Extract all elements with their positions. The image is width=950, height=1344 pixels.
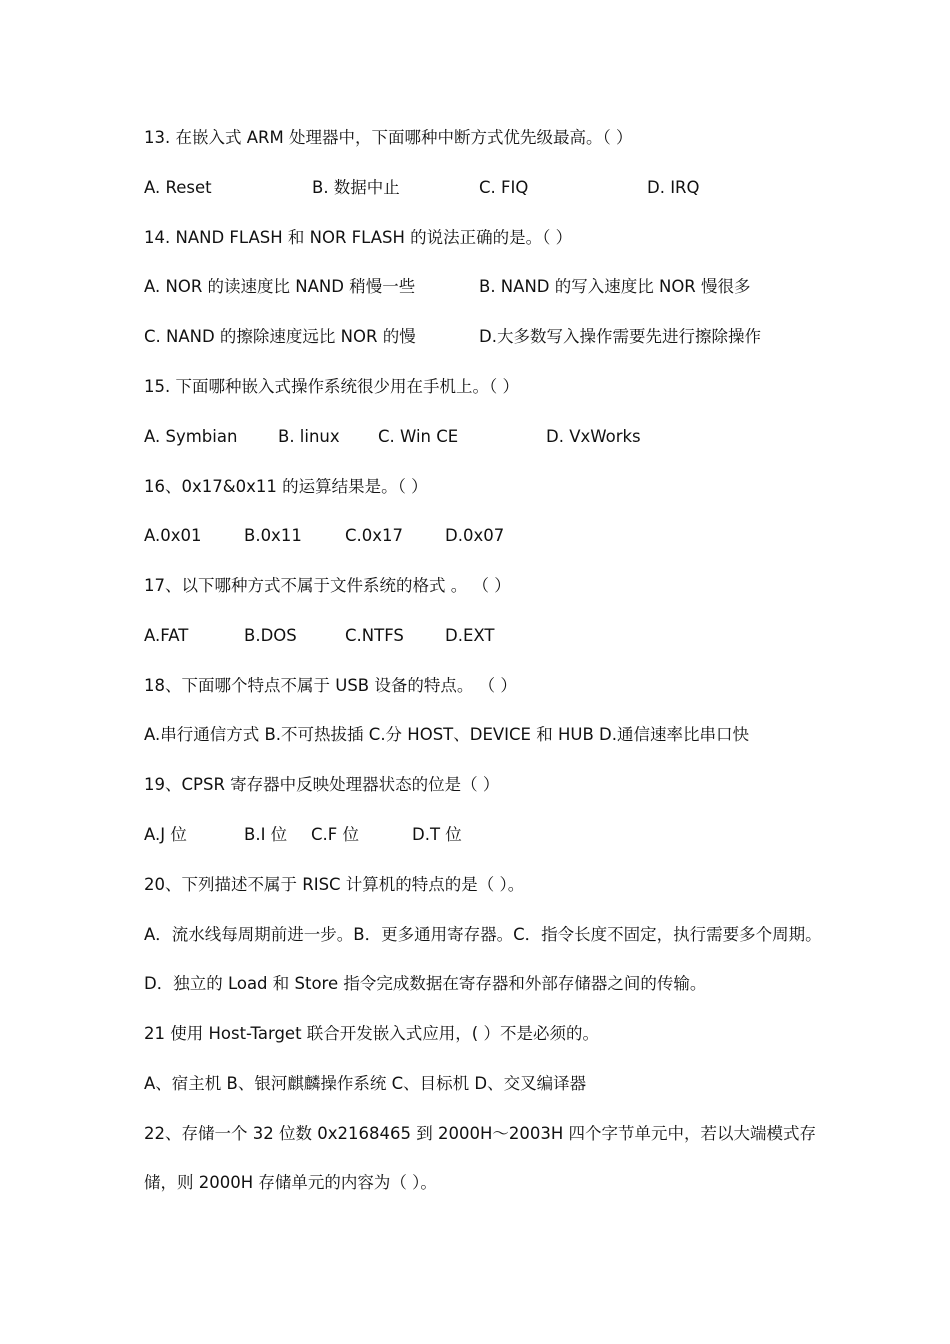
option-d: D.T 位 [412,825,462,844]
option-d: D. VxWorks [546,427,641,446]
question-19-stem: 19、CPSR 寄存器中反映处理器状态的位是（ ） [144,775,500,794]
option-a: A.J 位 [144,825,187,844]
question-20-options-row1: A．流水线每周期前进一步。B．更多通用寄存器。C．指令长度不固定，执行需要多个周期。 [144,925,822,944]
option-d: D.EXT [445,626,495,645]
question-20-stem: 20、下列描述不属于 RISC 计算机的特点的是（ ）。 [144,875,525,894]
option-b: B.I 位 [244,825,288,844]
option-a: A. NOR 的读速度比 NAND 稍慢一些 [144,277,416,296]
question-16-stem: 16、0x17&0x11 的运算结果是。（ ） [144,477,428,496]
option-b: B. 数据中止 [312,178,400,197]
question-14-stem: 14. NAND FLASH 和 NOR FLASH 的说法正确的是。（ ） [144,228,573,247]
question-18-options: A.串行通信方式 B.不可热拔插 C.分 HOST、DEVICE 和 HUB D.通信速率比串口快 [144,725,749,744]
option-c: C.NTFS [345,626,404,645]
question-18-stem: 18、下面哪个特点不属于 USB 设备的特点。 （ ） [144,676,517,695]
question-21-options: A、宿主机 B、银河麒麟操作系统 C、目标机 D、交叉编译器 [144,1074,587,1093]
question-20-options-row2: D．独立的 Load 和 Store 指令完成数据在寄存器和外部存储器之间的传输。 [144,974,707,993]
option-a: A.FAT [144,626,189,645]
question-15-stem: 15. 下面哪种嵌入式操作系统很少用在手机上。（ ） [144,377,519,396]
option-a: A. Symbian [144,427,238,446]
option-c: C. NAND 的擦除速度远比 NOR 的慢 [144,327,416,346]
option-d: D.大多数写入操作需要先进行擦除操作 [479,327,761,346]
option-a: A. Reset [144,178,212,197]
option-a: A.0x01 [144,526,202,545]
option-b: B.0x11 [244,526,302,545]
option-c: C.0x17 [345,526,404,545]
question-17-stem: 17、以下哪种方式不属于文件系统的格式 。 （ ） [144,576,511,595]
option-b: B. linux [278,427,340,446]
question-22-stem-continued: 储，则 2000H 存储单元的内容为（ ）。 [144,1173,437,1192]
question-13-stem: 13. 在嵌入式 ARM 处理器中，下面哪种中断方式优先级最高。（ ） [144,128,633,147]
option-c: C. Win CE [378,427,459,446]
option-c: C. FIQ [479,178,529,197]
option-b: B.DOS [244,626,297,645]
question-22-stem: 22、存储一个 32 位数 0x2168465 到 2000H～2003H 四个字节单元中，若以大端模式存 [144,1124,817,1143]
option-d: D. IRQ [647,178,700,197]
option-b: B. NAND 的写入速度比 NOR 慢很多 [479,277,751,296]
option-c: C.F 位 [311,825,360,844]
option-d: D.0x07 [445,526,505,545]
question-21-stem: 21 使用 Host-Target 联合开发嵌入式应用，( ）不是必须的。 [144,1024,599,1043]
